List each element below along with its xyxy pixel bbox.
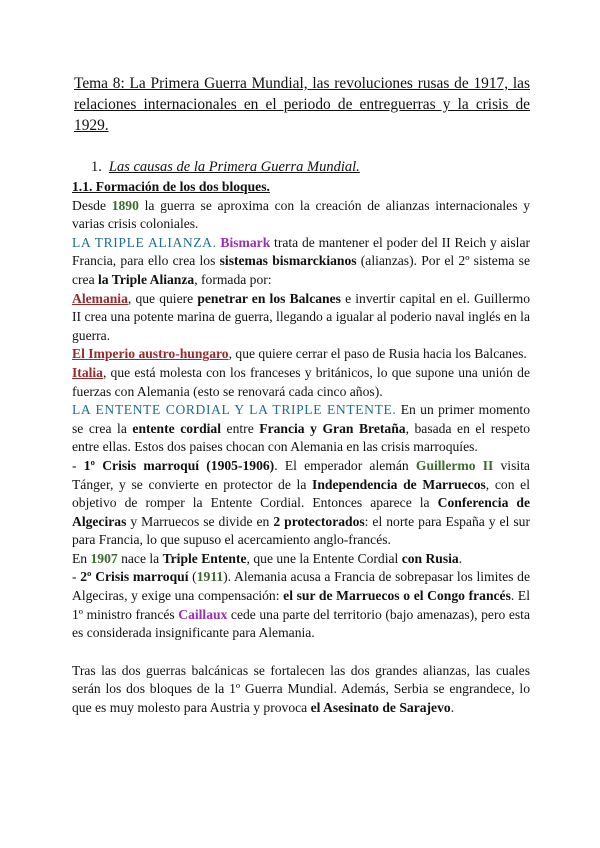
intro-paragraph: Desde 1890 la guerra se aproxima con la creación de alianzas internacionales y varias crisis coloniales. <box>72 197 531 232</box>
crisis1-paragraph: - 1º Crisis marroquí (1905-1906). El emperador alemán Guillermo II visita Tánger, y se convierte en protector de la Independencia de Marruecos, con el objetivo de romper la Entente Cordial. Entonces aparece la Conferencia de Algeciras y Marruecos se divide en 2 protectorados: el norte para España y el sur para Francia, lo que supuso el acercamiento anglo-francés. <box>72 457 530 548</box>
alemania-paragraph: Alemania, que quiere penetrar en los Balcanes e invertir capital en el. Guillermo II crea una potente marina de guerra, llegando a igualar al poderio naval inglés en la guerra. <box>72 290 530 343</box>
triple-alianza-heading: LA TRIPLE ALIANZA. <box>72 234 217 250</box>
italia-paragraph: Italia, que está molesta con los franceses y británicos, lo que supone una unión de fuerzas con Alemania (esto se renovará cada cinco años). <box>72 364 530 399</box>
section-title: Las causas de la Primera Guerra Mundial. <box>108 159 360 175</box>
austria-paragraph: El Imperio austro-hungaro, que quiere cerrar el paso de Rusia hacia los Balcanes. <box>72 346 527 362</box>
section-number: 1. <box>91 159 102 175</box>
section-heading <box>91 158 360 177</box>
entente-heading: LA ENTENTE CORDIAL Y LA TRIPLE ENTENTE. <box>72 402 397 418</box>
year-1907-paragraph: En 1907 nace la Triple Entente, que une la Entente Cordial con Rusia. <box>72 550 463 566</box>
crisis2-paragraph: - 2º Crisis marroquí (1911). Alemania acusa a Francia de sobrepasar los limites de Algeciras, y exige una compensación: el sur de Marruecos o el Congo francés. El 1º ministro francés Caillaux cede una parte del territorio (bajo amenazas), pero esta es considerada insignificante para Alemania. <box>72 569 531 641</box>
document-title: Tema 8: La Primera Guerra Mundial, las revoluciones rusas de 1917, las relaciones internacionales en el periodo de entreguerras y la crisis de 1929. <box>74 75 530 134</box>
subsection-heading: 1.1. Formación de los dos bloques. <box>72 179 270 194</box>
paragraph-gap <box>72 643 530 662</box>
document-body <box>72 178 530 718</box>
entente-paragraph: LA ENTENTE CORDIAL Y LA TRIPLE ENTENTE. En un primer momento se crea la entente cordial entre Francia y Gran Bretaña, basada en el respeto entre ellas. Estos dos paises chocan con Alemania en las crisis marroquíes. <box>72 402 531 455</box>
triple-alianza-paragraph: LA TRIPLE ALIANZA. Bismark trata de mantener el poder del II Reich y aislar Francia, para ello crea los sistemas bismarckianos (alianzas). Por el 2º sistema se crea la Triple Alianza, formada por: <box>72 234 531 287</box>
conclusion-paragraph: Tras las dos guerras balcánicas se fortalecen las dos grandes alianzas, las cuales serán los dos bloques de la 1º Guerra Mundial. Además, Serbia se engrandece, lo que es muy molesto para Austria y provoca el Asesinato de Sarajevo. <box>72 662 530 716</box>
